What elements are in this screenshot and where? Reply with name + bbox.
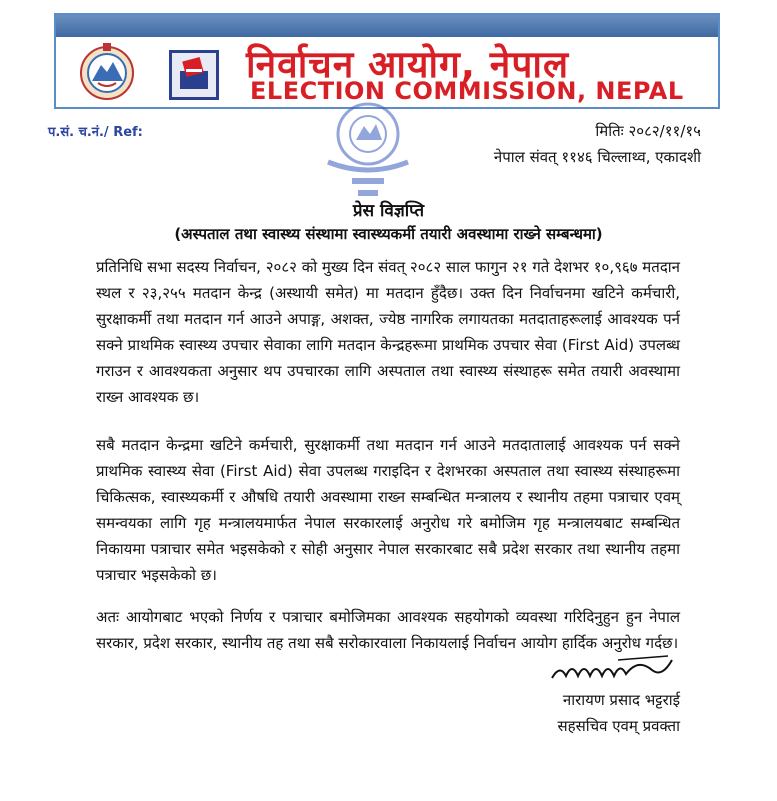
header-title-nepali: निर्वाचन आयोग, नेपाल [246, 43, 570, 86]
nepal-sambat-line: नेपाल संवत् ११४६ चिल्लाथ्व, एकादशी [493, 148, 701, 166]
signatory-designation: सहसचिव एवम् प्रवक्ता [557, 717, 680, 735]
reference-number-label: प.सं. च.नं./ Ref: [48, 125, 143, 140]
header-title-english: ELECTION COMMISSION, NEPAL [250, 77, 684, 105]
press-release-subject: (अस्पताल तथा स्वास्थ्य संस्थामा स्वास्थ्यकर्मी तयारी अवस्थामा राख्ने सम्बन्धमा) [174, 225, 603, 243]
letterhead-top-bar [56, 15, 718, 37]
date-block [494, 118, 701, 170]
body-paragraph-1: प्रतिनिधि सभा सदस्य निर्वाचन, २०८२ को मुख्य दिन संवत् २०८२ साल फागुन २१ गते देशभर १०,९६७ मतदान स्थल र २३,२५५ मतदान केन्द्र (अस्थायी समेत) मा मतदान हुँदैछ। उक्त दिन निर्वाचनमा खटिने कर्मचारी, सुरक्षाकर्मी तथा मतदान गर्न आउने अपाङ्ग, अशक्त, ज्येष्ठ नागरिक लगायतका मतदाताहरूलाई आवश्यक पर्न सक्ने प्राथमिक स्वास्थ्य उपचार सेवाका लागि मतदान केन्द्रहरूमा प्राथमिक उपचार सेवा (First Aid) उपलब्ध गराउन र आवश्यकता अनुसार थप उपचारका लागि अस्पताल तथा स्वास्थ्य संस्थाहरू समेत तयारी अवस्थामा राख्न आवश्यक छ। [96, 258, 680, 406]
nepal-emblem-icon [78, 41, 136, 103]
commission-seal-icon [322, 100, 414, 204]
body-paragraph-3: अतः आयोगबाट भएको निर्णय र पत्राचार बमोजिमका आवश्यक सहयोगको व्यवस्था गरिदिनुहुन हुन नेपाल सरकार, प्रदेश सरकार, स्थानीय तह तथा सबै सरोकारवाला निकायलाई निर्वाचन आयोग हार्दिक अनुरोध गर्दछ। [96, 608, 680, 652]
ballot-box-logo-icon [169, 50, 219, 100]
letterhead [54, 13, 720, 109]
date-line: मितिः २०८२/११/१५ [595, 122, 701, 140]
signatory-name: नारायण प्रसाद भट्टराई [562, 691, 680, 709]
signature-icon [548, 650, 678, 688]
press-release-title: प्रेस विज्ञप्ति [352, 201, 425, 221]
body-paragraph-2: सबै मतदान केन्द्रमा खटिने कर्मचारी, सुरक्षाकर्मी तथा मतदान गर्न आउने मतदातालाई आवश्यक पर्न सक्ने प्राथमिक स्वास्थ्य सेवा (First Aid) सेवा उपलब्ध गराइदिन र देशभरका अस्पताल तथा स्वास्थ्य संस्थाहरूमा चिकित्सक, स्वास्थ्यकर्मी र औषधि तयारी अवस्थामा राख्न सम्बन्धित मन्त्रालय र स्थानीय तहमा पत्राचार एवम् समन्वयका लागि गृह मन्त्रालयमार्फत नेपाल सरकारलाई अनुरोध गरे बमोजिम गृह मन्त्रालयबाट सम्बन्धित निकायमा पत्राचार समेत भइसकेको र सोही अनुसार नेपाल सरकारबाट सबै प्रदेश सरकार तथा स्थानीय तहमा पत्राचार भइसकेको छ। [96, 436, 680, 584]
